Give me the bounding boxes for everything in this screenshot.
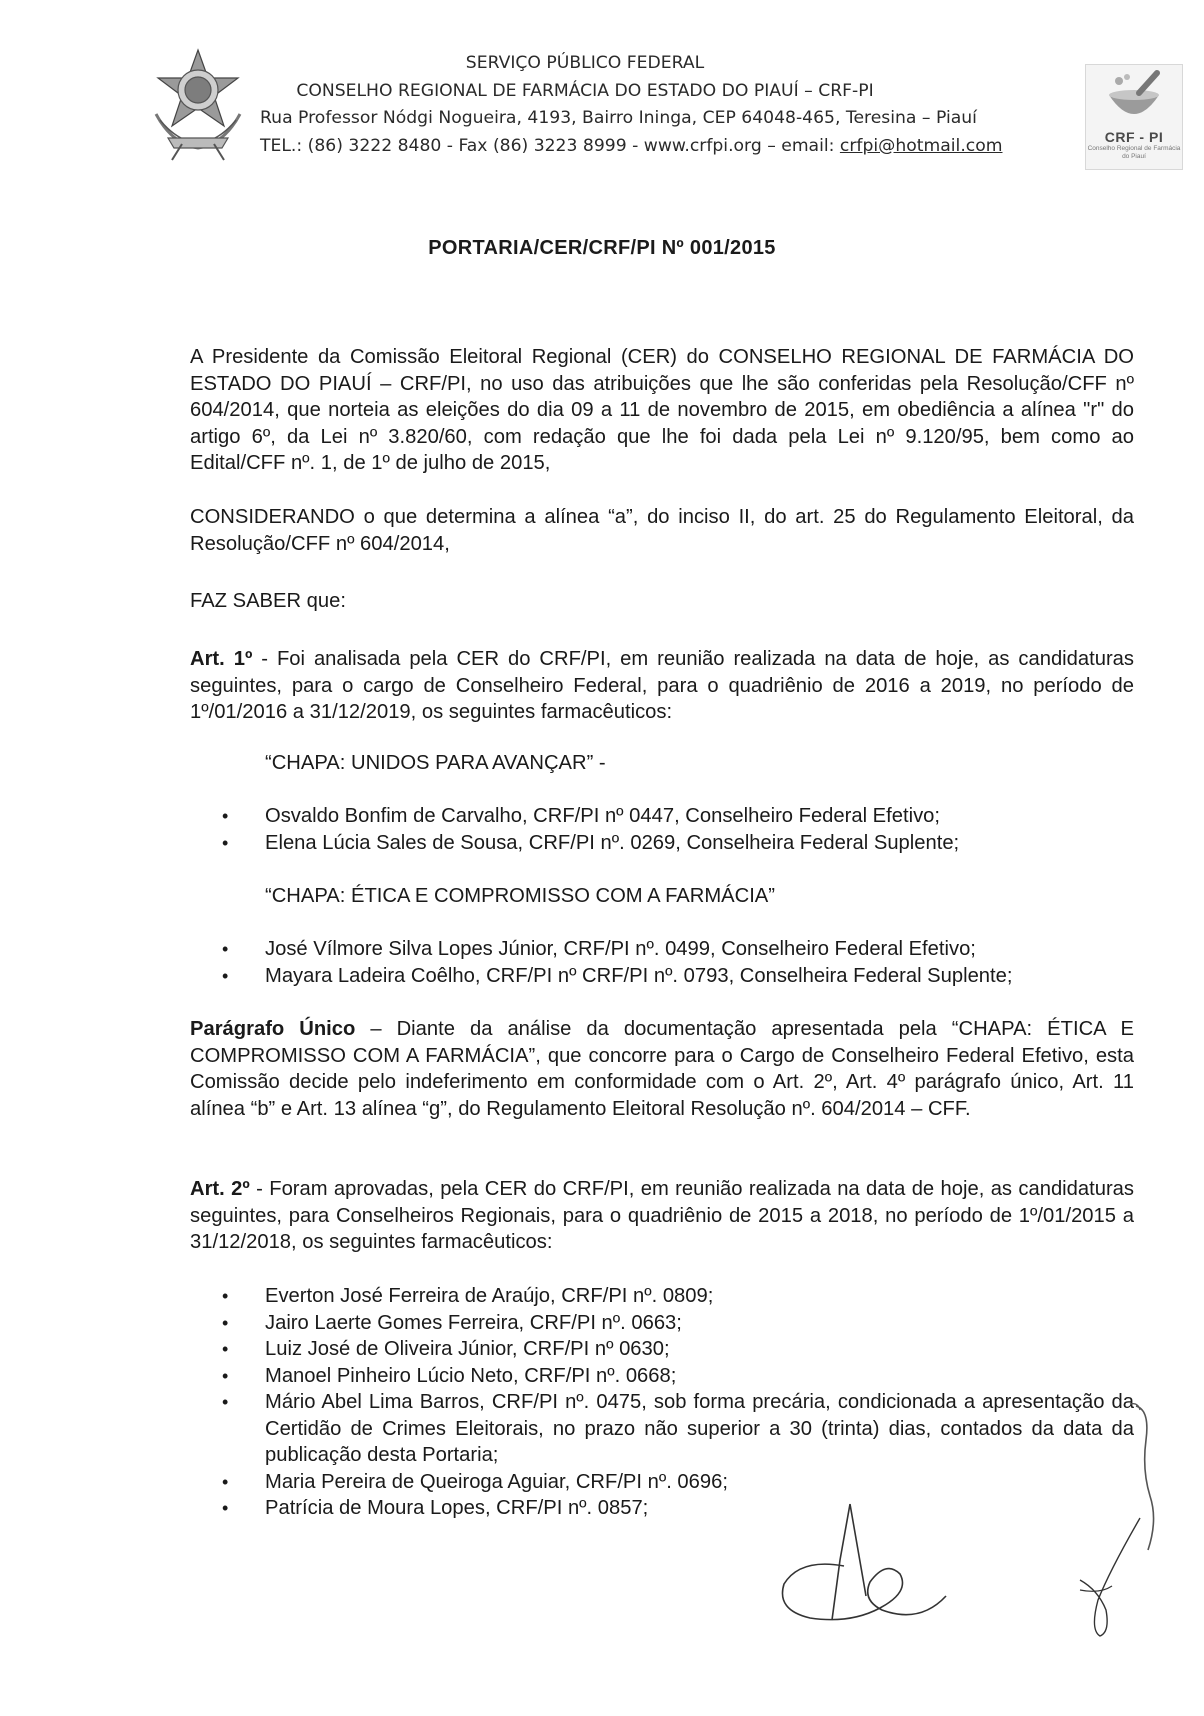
contact-phones: TEL.: (86) 3222 8480 - Fax (86) 3223 8999 - www.crfpi.org – email:: [260, 135, 840, 156]
list-item: • Elena Lúcia Sales de Sousa, CRF/PI nº. 0269, Conselheira Federal Suplente;: [190, 830, 1134, 857]
crf-pi-logo: [1085, 64, 1183, 170]
article-2-label: Art. 2º: [190, 1178, 250, 1200]
list-item: • Jairo Laerte Gomes Ferreira, CRF/PI nº. 0663;: [190, 1310, 1134, 1337]
paragrafo-unico-text: – Diante da análise da documentação apresentada pela “CHAPA: ÉTICA E COMPROMISSO COM A FARMÁCIA”, que concorre para o Cargo de Conselheiro Federal Efetivo, esta Comissão decide pelo indeferimento em conformidade com o Art. 2º, Art. 4º parágrafo único, Art. 11 alínea “b” e Art. 13 alínea “g”, do Regulamento Eleitoral Resolução nº. 604/2014 – CFF.: [190, 1018, 1134, 1120]
considerando-block: [190, 504, 1134, 557]
faz-saber-block: [190, 588, 1134, 615]
article-1-label: Art. 1º: [190, 648, 253, 670]
letterhead-address: Rua Professor Nódgi Nogueira, 4193, Bairro Ininga, CEP 64048-465, Teresina – Piauí: [260, 108, 977, 128]
article-1: [190, 646, 1134, 726]
logo-name: CRF - PI: [1104, 129, 1164, 145]
preamble-block: [190, 344, 1134, 477]
chapa-1-name: “CHAPA: UNIDOS PARA AVANÇAR” -: [265, 752, 606, 774]
letterhead-line-2: CONSELHO REGIONAL DE FARMÁCIA DO ESTADO DO PIAUÍ – CRF-PI: [296, 80, 874, 101]
email-link[interactable]: crfpi@hotmail.com: [839, 135, 1003, 156]
list-item: • Manoel Pinheiro Lúcio Neto, CRF/PI nº. 0668;: [190, 1363, 1134, 1390]
list-item: • Maria Pereira de Queiroga Aguiar, CRF/PI nº. 0696;: [190, 1469, 1134, 1496]
chapa-2-block: [190, 883, 1134, 910]
letterhead-contact: [260, 133, 1060, 161]
chapa-1-block: [190, 750, 1134, 777]
article-2-members: [190, 1283, 1134, 1522]
signature-member-icon: [1040, 1510, 1160, 1650]
document-title: PORTARIA/CER/CRF/PI Nº 001/2015: [428, 237, 776, 259]
paragrafo-unico-label: Parágrafo Único: [190, 1018, 356, 1040]
chapa-1-members: [190, 803, 1134, 856]
list-item: • Patrícia de Moura Lopes, CRF/PI nº. 0857;: [190, 1495, 1134, 1522]
chapa-2-name: “CHAPA: ÉTICA E COMPROMISSO COM A FARMÁCIA”: [265, 885, 775, 907]
article-2: [190, 1176, 1134, 1256]
article-2-text: - Foram aprovadas, pela CER do CRF/PI, em reunião realizada na data de hoje, as candidaturas seguintes, para Conselheiros Regionais, para o quadriênio de 2015 a 2018, no período de 1º/01/2015 a 31/12/2018, os seguintes farmacêuticos:: [190, 1178, 1134, 1253]
chapa-2-members: [190, 936, 1134, 989]
list-item: • Mário Abel Lima Barros, CRF/PI nº. 0475, sob forma precária, condicionada a apresentação da Certidão de Crimes Eleitorais, no prazo não superior a 30 (trinta) dias, contados da data da publicação desta Portaria;: [190, 1389, 1134, 1469]
paragrafo-unico-paragraph: [190, 1016, 1134, 1122]
list-item: • Luiz José de Oliveira Júnior, CRF/PI nº 0630;: [190, 1336, 1134, 1363]
considerando-paragraph: CONSIDERANDO o que determina a alínea “a”, do inciso II, do art. 25 do Regulamento Eleitoral, da Resolução/CFF nº 604/2014,: [190, 506, 1134, 555]
preamble-paragraph: A Presidente da Comissão Eleitoral Regional (CER) do CONSELHO REGIONAL DE FARMÁCIA DO ESTADO DO PIAUÍ – CRF/PI, no uso das atribuições que lhe são conferidas pela Resolução/CFF nº 604/2014, que norteia as eleições do dia 09 a 11 de novembro de 2015, em obediência a alínea "r" do artigo 6º, da Lei nº 3.820/60, com redação que lhe foi dada pela Lei nº 9.120/95, bem como ao Edital/CFF nº. 1, de 1º de julho de 2015,: [190, 346, 1134, 474]
letterhead-line-1: SERVIÇO PÚBLICO FEDERAL: [465, 53, 705, 73]
chapa-1-list: [190, 803, 1134, 856]
coat-of-arms-icon: [142, 44, 254, 162]
letterhead: [260, 50, 1060, 160]
signature-president-icon: [770, 1500, 970, 1640]
list-item: • José Vílmore Silva Lopes Júnior, CRF/PI nº. 0499, Conselheiro Federal Efetivo;: [190, 936, 1134, 963]
article-1-text: - Foi analisada pela CER do CRF/PI, em reunião realizada na data de hoje, as candidaturas seguintes, para o cargo de Conselheiro Federal, para o quadriênio de 2016 a 2019, no período de 1º/01/2016 a 31/12/2019, os seguintes farmacêuticos:: [190, 648, 1134, 723]
list-item: • Osvaldo Bonfim de Carvalho, CRF/PI nº 0447, Conselheiro Federal Efetivo;: [190, 803, 1134, 830]
chapa-2-list: [190, 936, 1134, 989]
list-item: • Everton José Ferreira de Araújo, CRF/PI nº. 0809;: [190, 1283, 1134, 1310]
mortar-pestle-icon: [1099, 69, 1169, 127]
paragrafo-unico: [190, 1016, 1134, 1122]
faz-saber-line: FAZ SABER que:: [190, 590, 346, 612]
article-2-list: [190, 1283, 1134, 1522]
list-item: • Mayara Ladeira Coêlho, CRF/PI nº CRF/PI nº. 0793, Conselheira Federal Suplente;: [190, 963, 1134, 990]
article-2-paragraph: [190, 1176, 1134, 1256]
logo-subtitle: Conselho Regional de Farmácia do Piauí: [1087, 145, 1181, 160]
article-1-paragraph: [190, 646, 1134, 726]
